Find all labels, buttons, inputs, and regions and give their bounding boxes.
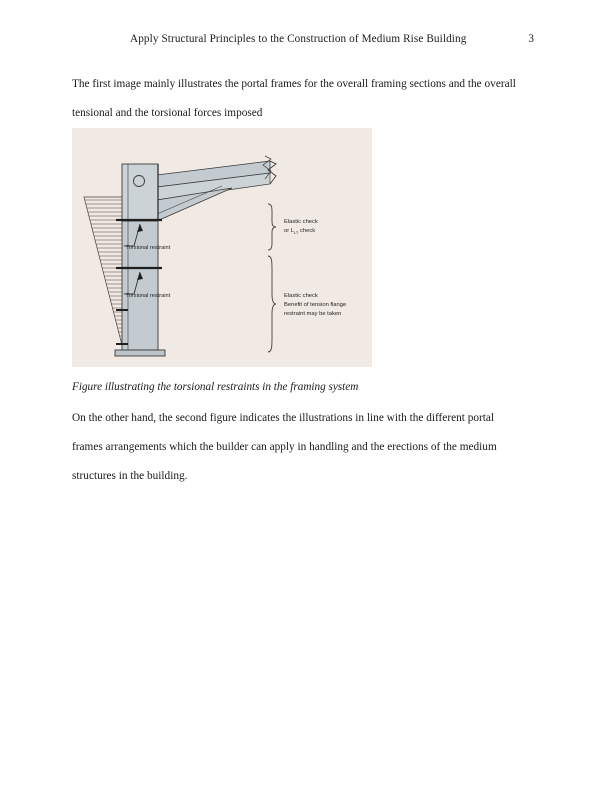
page-header (72, 33, 540, 53)
torsional-restraint-label-lower: Torsional restraint (126, 293, 171, 299)
header-title: Apply Structural Principles to the Construction of Medium Rise Building (130, 33, 467, 45)
note-lower-line-1: Elastic check (284, 293, 318, 299)
figure-portal-frame-diagram (72, 128, 372, 367)
note-upper-subscript: LT (294, 229, 299, 235)
torsional-restraint-label-upper: Torsional restraint (126, 245, 171, 251)
column-member (115, 164, 165, 356)
base-plate (115, 350, 165, 356)
figure-caption: Figure illustrating the torsional restraints in the framing system (72, 381, 359, 393)
body-paragraph-2: On the other hand, the second figure indicates the illustrations in line with the different portal frames arrangements which the builder can apply in handling and the erections of the medium structures in the building. (72, 412, 497, 482)
note-upper-line-1: Elastic check (284, 219, 318, 225)
page-number: 3 (528, 33, 534, 45)
note-lower-line-2: Benefit of tension flange (284, 302, 347, 308)
note-lower-line-3: restraint may be taken (284, 311, 342, 317)
note-upper-line-2: or LLT check (284, 228, 316, 235)
body-paragraph-1: The first image mainly illustrates the portal frames for the overall framing sections and the overall tensional and the torsional forces imposed (72, 78, 516, 119)
